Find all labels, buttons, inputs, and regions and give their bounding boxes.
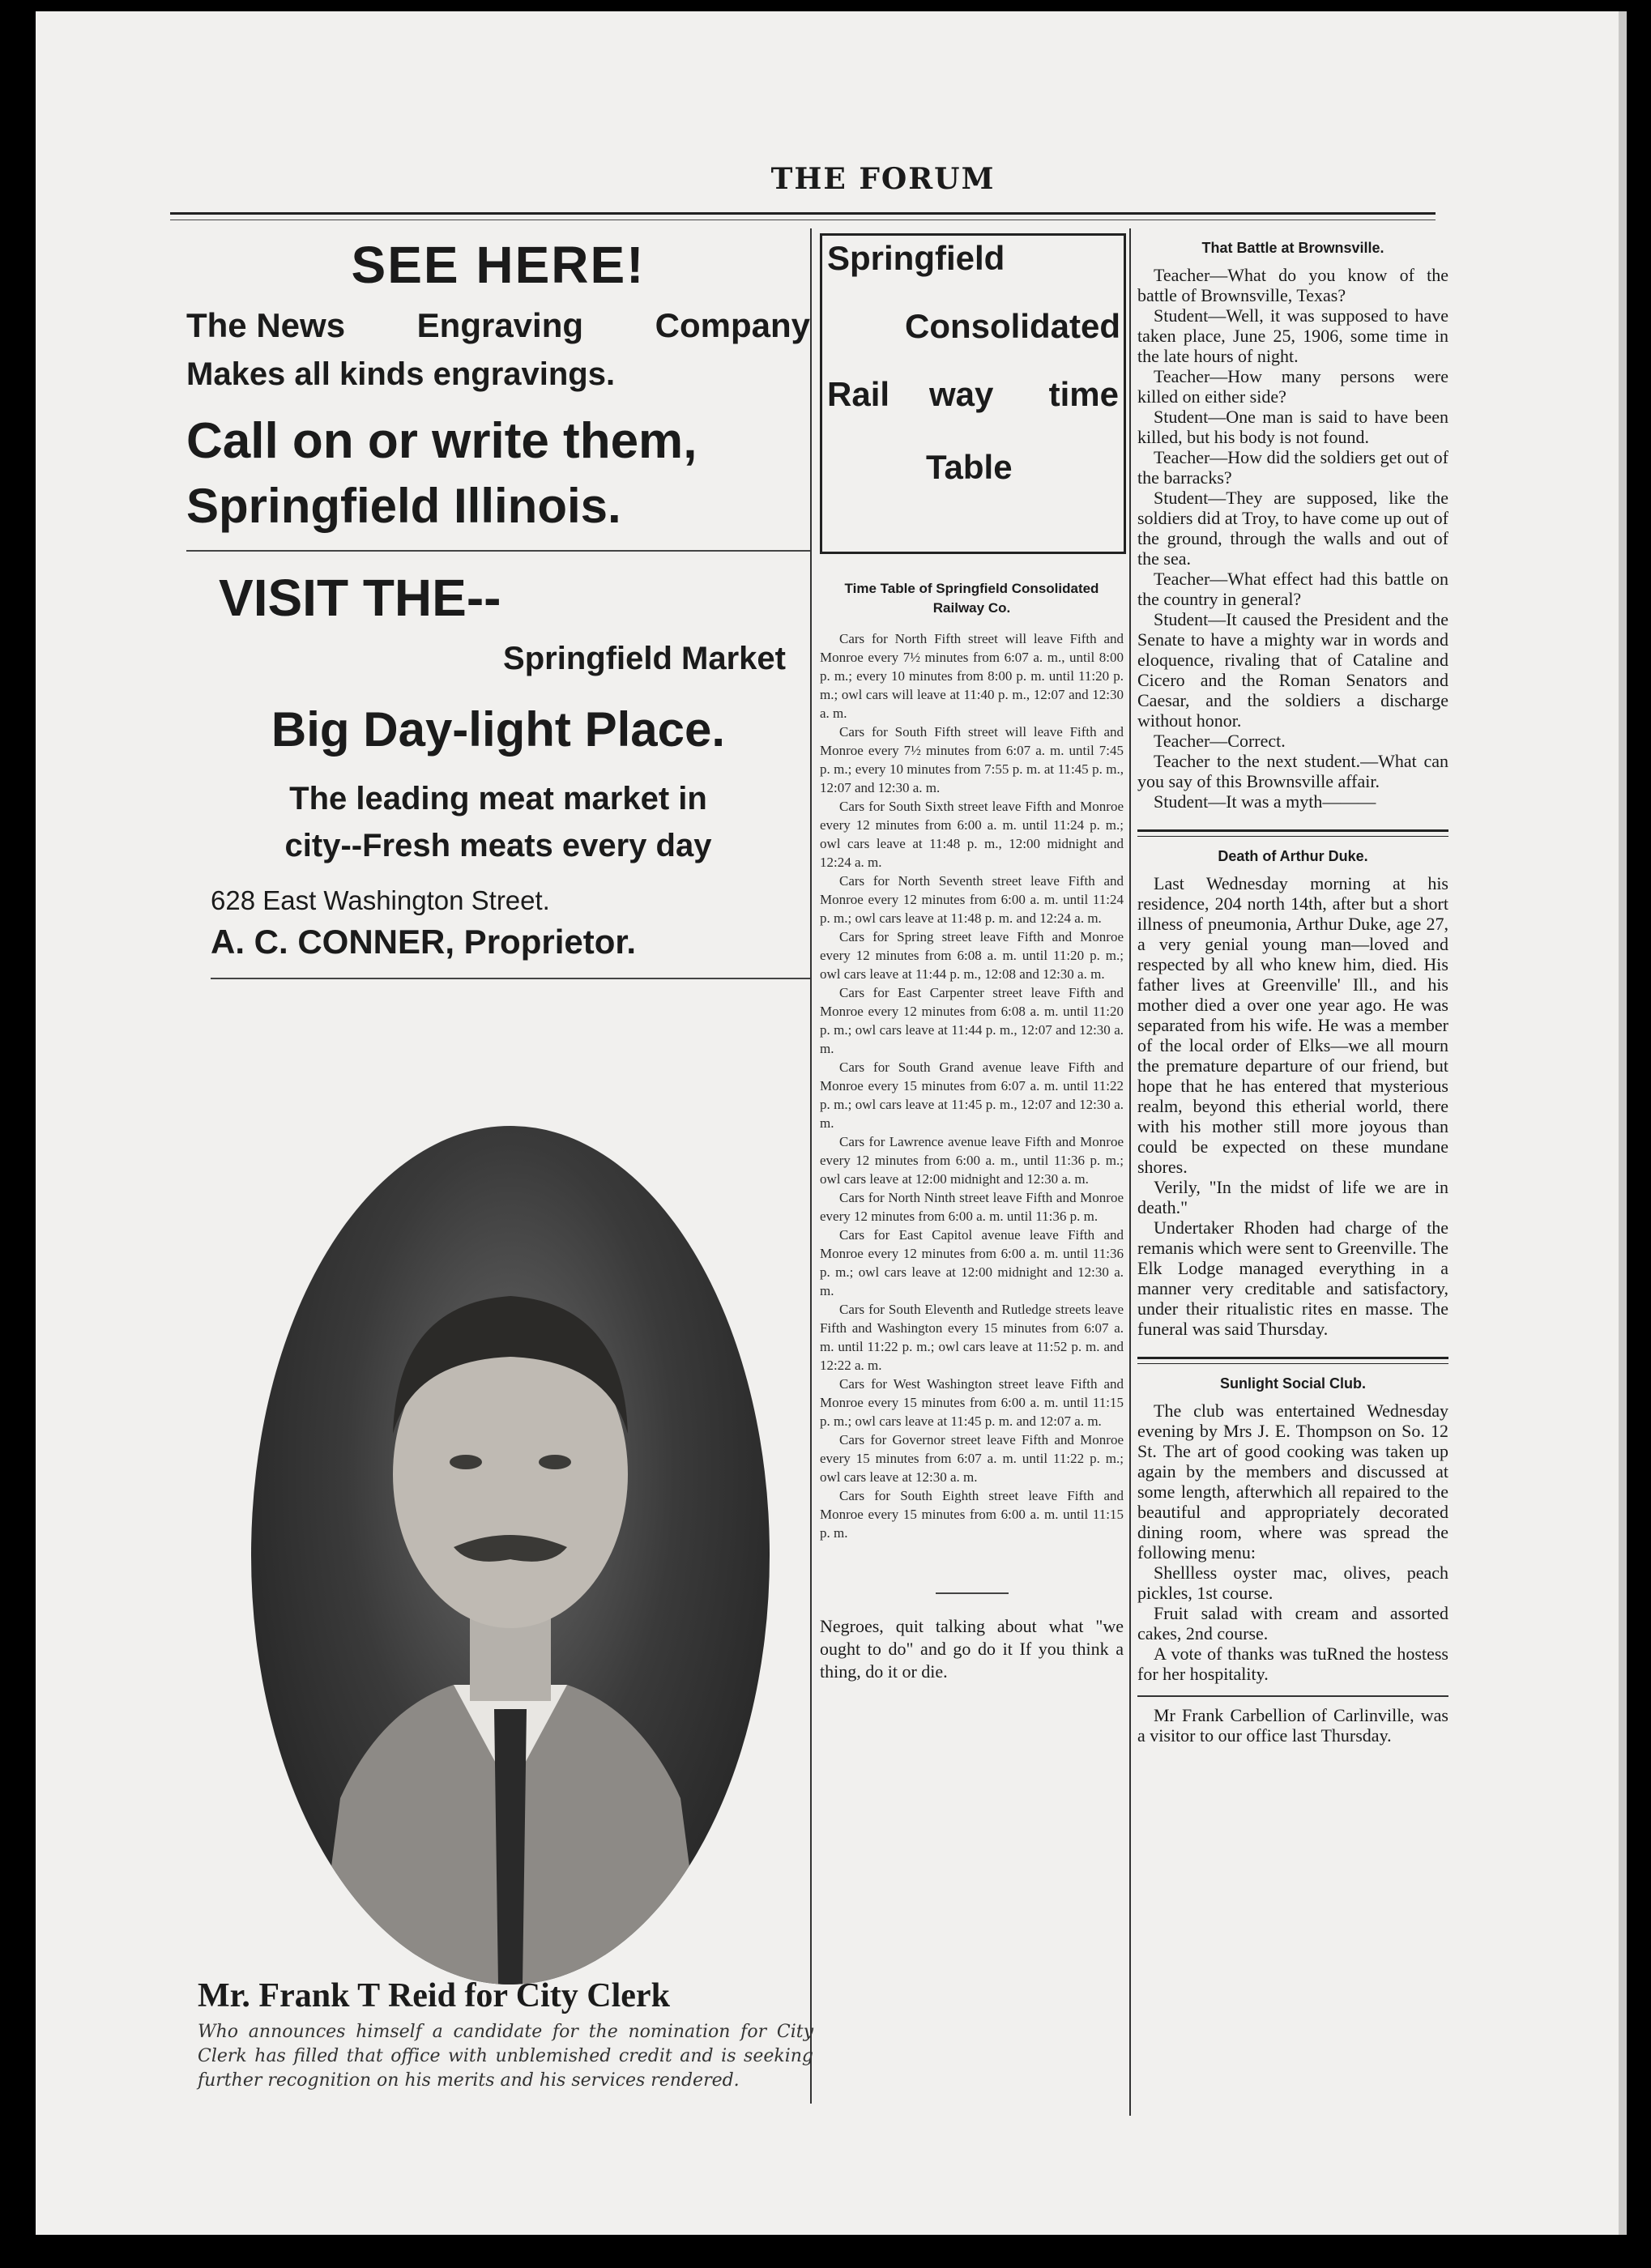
portrait-caption: Mr. Frank T Reid for City Clerk: [198, 1977, 670, 2014]
market-slogan: Big Day-light Place.: [271, 702, 726, 757]
market-name: Springfield Market: [503, 641, 786, 676]
section-rule: [1137, 1695, 1448, 1697]
battle-para: Student—It was a myth———: [1154, 791, 1376, 812]
death-para: Verily, "In the midst of life we are in death.": [1137, 1177, 1448, 1217]
timetable-entry: Cars for North Seventh street leave Fifth and Monroe every 12 minutes from 6:00 a. m. until 11:24 p. m.; owl cars leave at 11:48 p. m. and 12:24 a. m.: [820, 873, 1124, 926]
timetable-entry: Cars for East Capitol avenue leave Fifth and Monroe every 12 minutes from 6:00 a. m. until 11:36 p. m.; owl cars leave at 12:00 midnight and 12:30 a. m.: [820, 1227, 1124, 1298]
section-rule: [1137, 829, 1448, 837]
masthead: THE FORUM: [770, 162, 996, 196]
market-visit: VISIT THE--: [219, 569, 501, 627]
timetable-entry: Cars for Governor street leave Fifth and Monroe every 15 minutes from 6:07 a. m. until 11:22 p. m.; owl cars leave at 12:30 a. m.: [820, 1432, 1124, 1485]
negroes-paragraph: Negroes, quit talking about what "we ought to do" and go do it If you think a thing, do it or die.: [820, 1616, 1124, 1682]
market-divider: [211, 978, 810, 979]
timetable-heading: Time Table of Springfield Consolidated Railway Co.: [844, 581, 1099, 616]
ad-company-word: Engraving: [416, 306, 584, 344]
ad-call-line: Call on or write them,: [186, 413, 698, 469]
battle-para: Teacher—How did the soldiers get out of the barracks?: [1137, 447, 1448, 488]
visitor-note: Mr Frank Carbellion of Carlinville, was a visitor to our office last Thursday.: [1137, 1705, 1448, 1746]
masthead-rule: [170, 212, 1436, 220]
timetable-column: [820, 579, 1124, 1683]
death-para: Last Wednesday morning at his residence, 204 north 14th, after but a short illness of pneumonia, Arthur Duke, age 27, a very genial young man—loved and respected by all who knew him, died. His father lives at Greenville' Ill., and his mother died a over one year ago. He was separated from his wife. He was a member of the local order of Elks—we all mourn the premature departure of our friend, but hope that he has entered that mysterious realm, beyond this etherial world, there with his mother still more joyous than could be expected on these mundane shores.: [1137, 873, 1448, 1177]
battle-para: Student—One man is said to have been killed, but his body is not found.: [1137, 407, 1448, 447]
market-desc-line: The leading meat market in: [289, 781, 707, 816]
timetable-box-line: Table: [926, 448, 1013, 486]
timetable-box-line: Consolidated: [904, 307, 1120, 345]
timetable-box-line: time: [1048, 375, 1119, 413]
news-column: [1137, 240, 1448, 1746]
timetable-entries: [820, 629, 1124, 1542]
short-rule: [936, 1592, 1009, 1594]
timetable-box-line: Springfield: [827, 239, 1005, 277]
battle-heading: That Battle at Brownsville.: [1201, 240, 1384, 256]
column-divider-1: [810, 228, 812, 2104]
timetable-entry: Cars for South Eleventh and Rutledge streets leave Fifth and Washington every 15 minutes from 6:07 a. m. until 11:22 p. m.; owl cars leave at 11:52 p. m. and 12:22 a. m.: [820, 1302, 1124, 1373]
battle-para: Student—Well, it was supposed to have taken place, June 25, 1906, some time in the late hours of night.: [1137, 305, 1448, 366]
ad-company-word: The News: [186, 306, 346, 344]
timetable-entry: Cars for South Sixth street leave Fifth and Monroe every 12 minutes from 6:00 a. m. until 11:24 p. m.; owl cars leave at 11:48 p. m., 12:00 midnight and 12:24 a. m.: [820, 799, 1124, 870]
battle-para: Teacher—What effect had this battle on the country in general?: [1137, 569, 1448, 609]
timetable-entry: Cars for Spring street leave Fifth and Monroe every 12 minutes from 6:08 a. m. until 11:20 p. m.; owl cars leave at 11:44 p. m., 12:08 and 12:30 a. m.: [820, 929, 1124, 982]
battle-para: Student—It caused the President and the Senate to have a mighty war in words and eloquence, rivaling that of Cataline and Cicero and the Roman Senators and Caesar, and the soldiers a discharge without honor.: [1137, 609, 1448, 731]
section-rule: [1137, 1357, 1448, 1364]
timetable-entry: Cars for South Grand avenue leave Fifth and Monroe every 15 minutes from 6:07 a. m. until 11:22 p. m.; owl cars leave at 11:45 p. m., 12:07 and 12:30 a. m.: [820, 1059, 1124, 1131]
timetable-entry: Cars for South Eighth street leave Fifth and Monroe every 15 minutes from 6:00 a. m. until 11:15 p. m.: [820, 1488, 1124, 1541]
social-para: The club was entertained Wednesday evening by Mrs J. E. Thompson on So. 12 St. The art of good cooking was taken up again by the members and discussed at some length, afterwhich all repaired to the beautiful and appropriately decorated dining room, where was spread the following menu:: [1137, 1400, 1448, 1562]
page-edge: [1619, 11, 1627, 2235]
timetable-entry: Cars for North Ninth street leave Fifth and Monroe every 12 minutes from 6:00 a. m. until 11:36 p. m.: [820, 1190, 1124, 1224]
ad-divider: [186, 550, 810, 552]
ad-city-line: Springfield Illinois.: [186, 479, 621, 533]
timetable-box-line: Rail: [827, 375, 890, 413]
social-heading: Sunlight Social Club.: [1220, 1375, 1366, 1392]
ad-company-line: [186, 306, 810, 345]
market-address: 628 East Washington Street.: [211, 885, 550, 915]
ad-company-word: Company: [655, 306, 810, 344]
timetable-box-line: way: [929, 375, 994, 413]
portrait-photo: [251, 1126, 770, 1985]
social-para: Fruit salad with cream and assorted cakes, 2nd course.: [1137, 1603, 1448, 1643]
social-para: Shellless oyster mac, olives, peach pickles, 1st course.: [1137, 1562, 1448, 1603]
battle-para: Teacher to the next student.—What can you say of this Brownsville affair.: [1137, 751, 1448, 791]
ad-column: [186, 235, 810, 995]
battle-para: Student—They are supposed, like the soldiers did at Troy, to have come up out of the ground, through the walls and out of the sea.: [1137, 488, 1448, 569]
timetable-entry: Cars for West Washington street leave Fifth and Monroe every 15 minutes from 6:00 a. m. until 11:15 p. m.; owl cars leave at 11:45 p. m. and 12:07 a. m.: [820, 1376, 1124, 1429]
timetable-entry: Cars for Lawrence avenue leave Fifth and Monroe every 12 minutes from 6:00 a. m., until 11:36 p. m.; owl cars leave at 12:00 midnight and 12:30 a. m.: [820, 1134, 1124, 1187]
death-para: Undertaker Rhoden had charge of the remanis which were sent to Greenville. The Elk Lodge managed everything in a manner very creditable and satisfactory, under their ritualistic rites en masse. The funeral was said Thursday.: [1137, 1217, 1448, 1339]
timetable-entry: Cars for South Fifth street will leave Fifth and Monroe every 7½ minutes from 6:07 a. m. until 7:45 p. m.; every 10 minutes from 7:55 p. m. at 11:45 p. m., 12:07 and 12:30 a. m.: [820, 724, 1124, 795]
market-proprietor: A. C. CONNER, Proprietor.: [211, 923, 637, 961]
timetable-ad-box: [820, 233, 1126, 554]
market-desc: [186, 775, 810, 869]
timetable-entry: Cars for North Fifth street will leave Fifth and Monroe every 7½ minutes from 6:07 a. m., until 8:00 p. m.; every 10 minutes from 8:00 p. m. until 11:20 p. m.; owl cars will leave at 11:40 p. m., 12:07 and 12:30 a. m.: [820, 631, 1124, 721]
battle-para: Teacher—Correct.: [1154, 731, 1286, 751]
battle-para: Teacher—What do you know of the battle of Brownsville, Texas?: [1137, 265, 1448, 305]
ad-engravings-line: Makes all kinds engravings.: [186, 356, 616, 392]
portrait-caption-body: Who announces himself a candidate for the nomination for City Clerk has filled that office with unblemished credit and is seeking further recognition on his merits and his services rendered.: [198, 2022, 813, 2091]
timetable-entry: Cars for East Carpenter street leave Fifth and Monroe every 12 minutes from 6:08 a. m. until 11:20 p. m.; owl cars leave at 11:44 p. m., 12:07 and 12:30 a. m.: [820, 985, 1124, 1056]
social-para: A vote of thanks was tuRned the hostess for her hospitality.: [1137, 1643, 1448, 1684]
ad-headline: SEE HERE!: [351, 236, 646, 294]
market-desc-line: city--Fresh meats every day: [284, 828, 712, 863]
column-divider-2: [1129, 228, 1131, 2116]
battle-para: Teacher—How many persons were killed on either side?: [1137, 366, 1448, 407]
portrait-figure: [251, 1126, 770, 1985]
death-heading: Death of Arthur Duke.: [1218, 848, 1368, 864]
